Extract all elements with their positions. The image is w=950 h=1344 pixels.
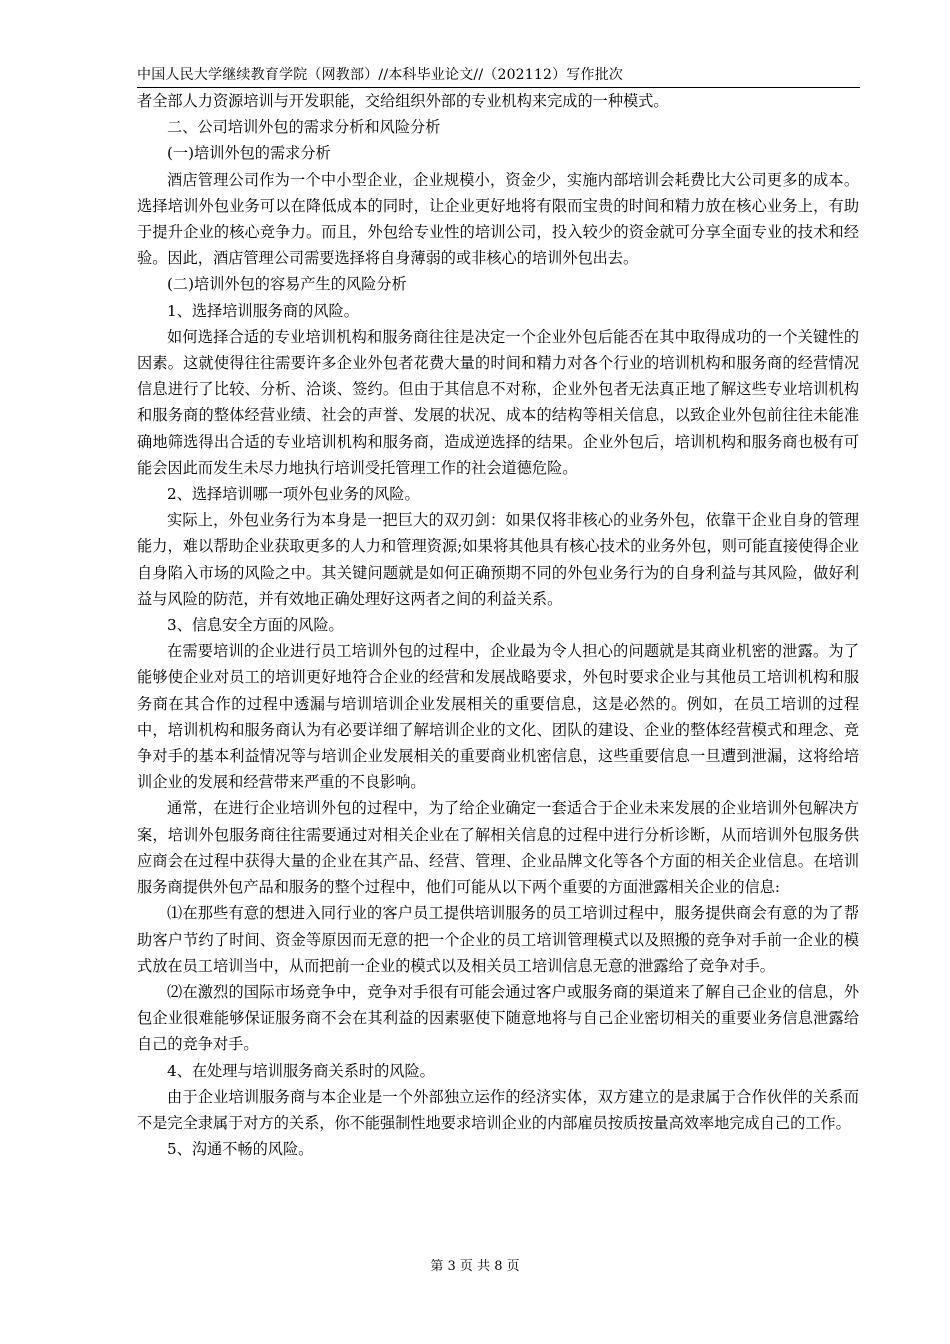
paragraph: ⑴在那些有意的想进入同行业的客户员工提供培训服务的员工培训过程中，服务提供商会有意的为了帮助客户节约了时间、资金等原因而无意的把一个企业的员工培训管理模式以及照搬的竞争对手前一企业的模式放在员工培训当中，从而把前一企业的模式以及相关员工培训信息无意的泄露给了竞争对手。 (137, 904, 859, 975)
paragraph: 通常，在进行企业培训外包的过程中，为了给企业确定一套适合于企业未来发展的企业培训外包解决方案，培训外包服务商往往需要通过对相关企业在了解相关信息的过程中进行分析诊断，从而培训外包服务供应商会在过程中获得大量的企业在其产品、经营、管理、企业品牌文化等各个方面的相关企业信息。在培训服务商提供外包产品和服务的整个过程中，他们可能从以下两个重要的方面泄露相关企业的信息: (137, 799, 859, 897)
paragraph: 由于企业培训服务商与本企业是一个外部独立运作的经济实体，双方建立的是隶属于合作伙伴的关系而不是完全隶属于对方的关系，你不能强制性地要求培训企业的内部雇员按质按量高效率地完成自己的工作。 (137, 1087, 859, 1132)
paragraph: 2、选择培训哪一项外包业务的风险。 (167, 485, 420, 504)
paragraph: 酒店管理公司作为一个中小型企业，企业规模小，资金少，实施内部培训会耗费比大公司更多的成本。选择培训外包业务可以在降低成本的同时，让企业更好地将有限而宝贵的时间和精力放在核心业务上，有助于提升企业的核心竞争力。而且，外包给专业性的培训公司，投入较少的资金就可分享全面专业的技术和经验。因此，酒店管理公司需要选择将自身薄弱的或非核心的培训外包出去。 (137, 170, 859, 268)
paragraph: 如何选择合适的专业培训机构和服务商往往是决定一个企业外包后能否在其中取得成功的一个关键性的因素。这就使得往往需要许多企业外包者花费大量的时间和精力对各个行业的培训机构和服务商的经营情况信息进行了比较、分析、洽谈、签约。但由于其信息不对称，企业外包者无法真正地了解这些专业培训机构和服务商的整体经营业绩、社会的声誉、发展的状况、成本的结构等相关信息，以致企业外包前往往未能准确地筛选得出合适的专业培训机构和服务商，造成逆选择的结果。企业外包后，培训机构和服务商也极有可能会因此而发生未尽力地执行培训受托管理工作的社会道德危险。 (137, 327, 859, 477)
paragraph: 者全部人力资源培训与开发职能，交给组织外部的专业机构来完成的一种模式。 (137, 92, 669, 110)
paragraph: 实际上，外包业务行为本身是一把巨大的双刃剑：如果仅将非核心的业务外包，依靠干企业自身的管理能力，难以帮助企业获取更多的人力和管理资源;如果将其他具有核心技术的业务外包，则可能直接使得企业自身陷入市场的风险之中。其关键问题就是如何正确预期不同的外包业务行为的自身利益与其风险，做好利益与风险的防范，并有效地正确处理好这两者之间的利益关系。 (137, 511, 859, 608)
document-body (137, 88, 859, 1162)
paragraph: 3、信息安全方面的风险。 (167, 616, 344, 635)
paragraph: 5、沟通不畅的风险。 (167, 1140, 314, 1159)
page-header: 中国人民大学继续教育学院（网教部）//本科毕业论文//（202112）写作批次 (137, 67, 624, 83)
paragraph: 1、选择培训服务商的风险。 (167, 301, 359, 320)
paragraph: 在需要培训的企业进行员工培训外包的过程中，企业最为令人担心的问题就是其商业机密的泄露。为了能够使企业对员工的培训更好地符合企业的经营和发展战略要求，外包时要求企业与其他员工培训机构和服务商在其合作的过程中透漏与培训培训企业发展相关的重要信息，这是必然的。例如，在员工培训的过程中，培训机构和服务商认为有必要详细了解培训企业的文化、团队的建设、企业的整体经营模式和理念、竞争对手的基本利益情况等与培训企业发展相关的重要商业机密信息，这些重要信息一旦遭到泄漏，这将给培训企业的发展和经营带来严重的不良影响。 (137, 642, 859, 792)
paragraph: 4、在处理与培训服务商关系时的风险。 (167, 1061, 435, 1080)
paragraph: 二、公司培训外包的需求分析和风险分析 (167, 118, 441, 137)
paragraph: (一)培训外包的需求分析 (167, 144, 331, 163)
paragraph: (二)培训外包的容易产生的风险分析 (167, 275, 407, 294)
page-footer: 第 3 页 共 8 页 (430, 1259, 520, 1274)
paragraph: ⑵在激烈的国际市场竞争中，竞争对手很有可能会通过客户或服务商的渠道来了解自己企业的信息，外包企业很难能够保证服务商不会在其利益的因素驱使下随意地将与自己企业密切相关的重要业务信息泄露给自己的竞争对手。 (137, 982, 859, 1054)
